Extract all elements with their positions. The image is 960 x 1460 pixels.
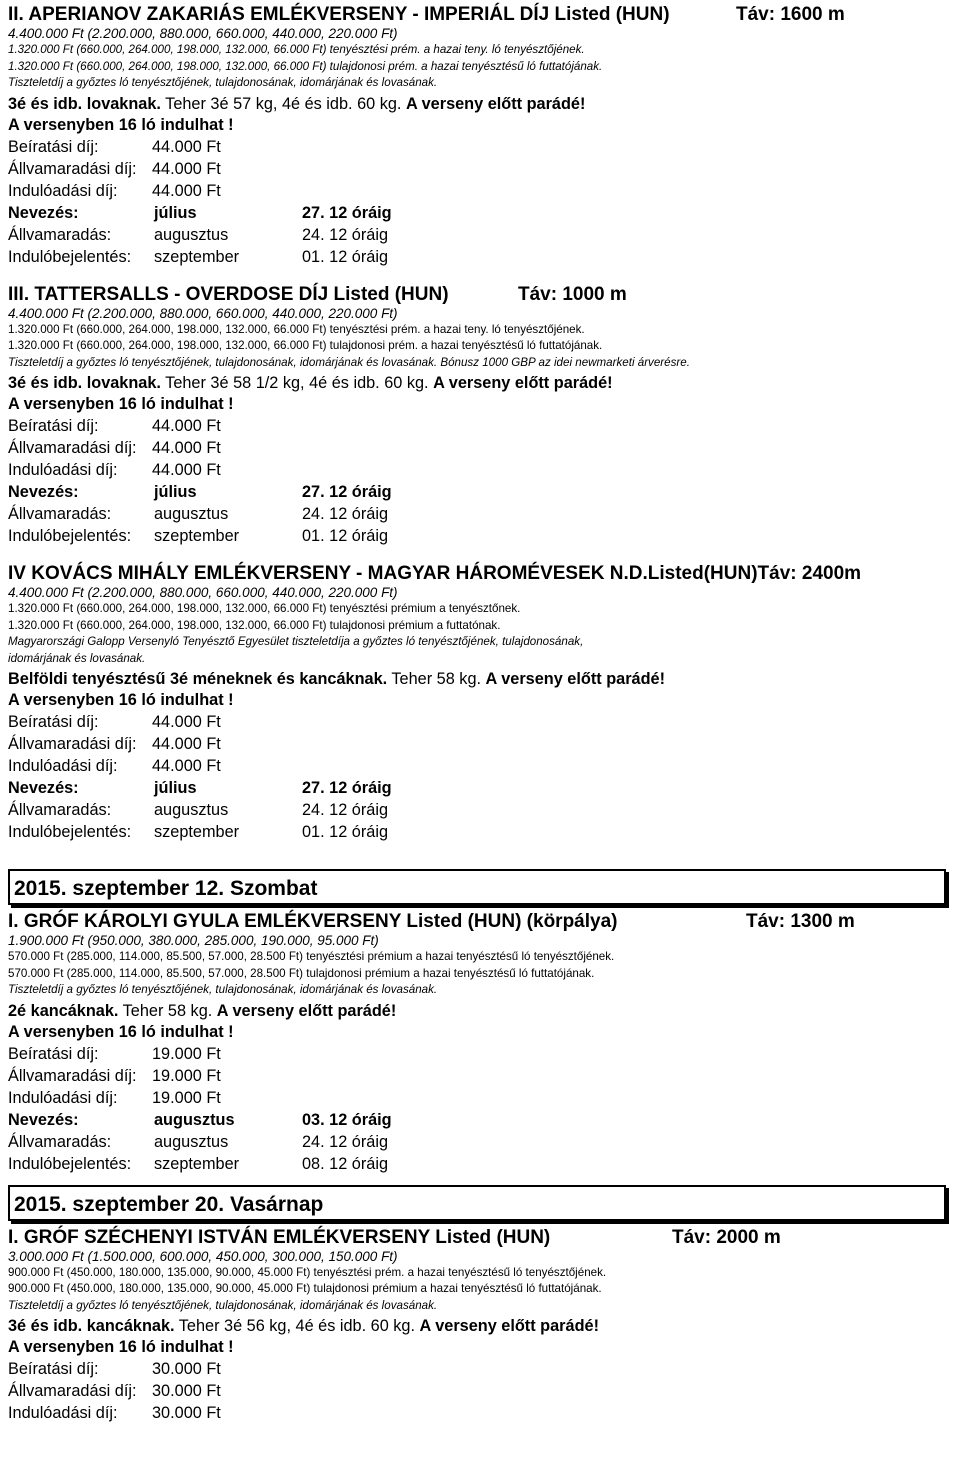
fee-label: Beíratási díj: <box>8 417 99 435</box>
conditions-eligibility: 2é kancáknak. <box>8 1001 119 1020</box>
deadline-month: augusztus <box>154 505 229 523</box>
fee-label: Állvamaradási díj: <box>8 1066 137 1085</box>
conditions-parade: A verseny előtt parádé! <box>405 94 586 113</box>
fee-row <box>8 136 953 158</box>
premium-line: Tiszteletdíj a győztes ló tenyésztőjének, tulajdonosának, idomárjának és lovasának. <box>8 983 438 996</box>
prize-breakdown: 3.000.000 Ft (1.500.000, 600.000, 450.000, 300.000, 150.000 Ft) <box>8 1248 398 1264</box>
premium-line: Tiszteletdíj a győztes ló tenyésztőjének, tulajdonosának, idomárjának és lovasának. <box>8 76 438 89</box>
deadline-month: július <box>154 203 197 222</box>
deadline-time: 27. 12 óráig <box>302 483 392 501</box>
fee-row <box>8 1043 953 1065</box>
race-title <box>8 563 953 585</box>
race-distance: Táv: 1300 m <box>746 911 855 932</box>
premium-line: 1.320.000 Ft (660.000, 264.000, 198.000, 132.000, 66.000 Ft) tenyésztési prém. a hazai teny. ló tenyésztőjének. <box>8 43 585 56</box>
race-conditions <box>8 1316 953 1337</box>
fee-label: Indulóadási díj: <box>8 1088 118 1107</box>
deadline-row <box>8 1109 953 1131</box>
race-title <box>8 1227 953 1249</box>
deadline-row <box>8 821 953 843</box>
premium-line: Tiszteletdíj a győztes ló tenyésztőjének, tulajdonosának, idomárjának és lovasának. <box>8 1298 438 1312</box>
premium-line: 570.000 Ft (285.000, 114.000, 85.500, 57.000, 28.500 Ft) tenyésztési prémium a hazai tenyésztésű ló tenyésztőjének. <box>8 950 615 963</box>
deadline-row <box>8 246 953 268</box>
race-name: I. GRÓF SZÉCHENYI ISTVÁN EMLÉKVERSENY Listed (HUN) <box>8 1226 551 1248</box>
fee-value: 44.000 Ft <box>152 735 221 753</box>
deadline-month: július <box>154 483 197 501</box>
fee-row <box>8 1380 953 1402</box>
race-name: I. GRÓF KÁROLYI GYULA EMLÉKVERSENY Listed (HUN) (körpálya) <box>8 911 618 932</box>
conditions-weight: Teher 58 kg. <box>387 670 486 688</box>
deadline-month: szeptember <box>154 1154 240 1173</box>
premium-line: 1.320.000 Ft (660.000, 264.000, 198.000, 132.000, 66.000 Ft) tulajdonosi prém. a hazai tenyésztésű ló futtatójának. <box>8 59 603 73</box>
fee-label: Beíratási díj: <box>8 1044 99 1063</box>
race-name: II. APERIANOV ZAKARIÁS EMLÉKVERSENY - IMPERIÁL DÍJ Listed (HUN) <box>8 4 670 25</box>
fee-row <box>8 755 953 777</box>
fee-label: Beíratási díj: <box>8 137 99 156</box>
fee-label: Állvamaradási díj: <box>8 159 137 178</box>
fee-value: 44.000 Ft <box>152 181 221 200</box>
deadline-label: Indulóbejelentés: <box>8 247 132 266</box>
race-conditions <box>8 669 953 690</box>
deadline-month: augusztus <box>154 1110 235 1129</box>
race-distance: Táv: 1000 m <box>518 283 627 305</box>
section-gap <box>8 268 953 284</box>
deadline-time: 01. 12 óráig <box>302 247 388 266</box>
fee-row <box>8 180 953 202</box>
conditions-eligibility: 3é és idb. lovaknak. <box>8 94 161 113</box>
deadline-label: Nevezés: <box>8 203 79 222</box>
deadline-time: 01. 12 óráig <box>302 823 388 841</box>
race-title <box>8 911 953 933</box>
fee-value: 44.000 Ft <box>152 757 221 775</box>
runner-limit: A versenyben 16 ló indulhat ! <box>8 691 234 709</box>
premium-line: 1.320.000 Ft (660.000, 264.000, 198.000, 132.000, 66.000 Ft) tenyésztési prémium a tenyésztőnek. <box>8 602 521 615</box>
premium-line: idomárjának és lovasának. <box>8 651 146 665</box>
deadline-time: 08. 12 óráig <box>302 1154 388 1173</box>
fee-value: 30.000 Ft <box>152 1382 221 1400</box>
fee-row <box>8 1358 953 1380</box>
prize-breakdown: 4.400.000 Ft (2.200.000, 880.000, 660.000, 440.000, 220.000 Ft) <box>8 585 398 600</box>
deadline-row <box>8 1153 953 1175</box>
deadline-time: 03. 12 óráig <box>302 1110 392 1129</box>
deadline-month: augusztus <box>154 1132 229 1151</box>
deadline-time: 24. 12 óráig <box>302 801 388 819</box>
deadline-row <box>8 481 953 503</box>
deadline-month: szeptember <box>154 247 240 266</box>
section-gap <box>8 843 953 859</box>
deadline-label: Nevezés: <box>8 1110 79 1129</box>
fee-row <box>8 733 953 755</box>
race-block <box>8 911 953 1175</box>
deadline-row <box>8 202 953 224</box>
fee-label: Állvamaradási díj: <box>8 1382 137 1400</box>
race-name: IV KOVÁCS MIHÁLY EMLÉKVERSENY - MAGYAR HÁROMÉVESEK N.D.Listed(HUN)Táv: 2400m <box>8 563 862 584</box>
fee-label: Beíratási díj: <box>8 713 99 731</box>
deadline-row <box>8 799 953 821</box>
deadline-row <box>8 777 953 799</box>
race-name: III. TATTERSALLS - OVERDOSE DÍJ Listed (HUN) <box>8 283 449 305</box>
fee-label: Beíratási díj: <box>8 1360 99 1378</box>
race-conditions <box>8 373 953 394</box>
race-date-heading: 2015. szeptember 20. Vasárnap <box>8 1185 946 1221</box>
deadline-time: 01. 12 óráig <box>302 527 388 545</box>
deadline-label: Nevezés: <box>8 779 79 797</box>
race-block <box>8 563 953 843</box>
deadline-time: 27. 12 óráig <box>302 203 392 222</box>
deadline-time: 24. 12 óráig <box>302 505 388 523</box>
runner-limit: A versenyben 16 ló indulhat ! <box>8 115 234 134</box>
fee-value: 30.000 Ft <box>152 1404 221 1422</box>
race-block <box>8 4 953 268</box>
deadline-row <box>8 525 953 547</box>
race-block <box>8 1227 953 1425</box>
fee-value: 44.000 Ft <box>152 461 221 479</box>
fee-row <box>8 1402 953 1424</box>
deadline-label: Indulóbejelentés: <box>8 1154 132 1173</box>
race-conditions <box>8 1001 953 1022</box>
deadline-month: augusztus <box>154 801 229 819</box>
fee-row <box>8 711 953 733</box>
fee-value: 44.000 Ft <box>152 137 221 156</box>
fee-label: Indulóadási díj: <box>8 181 118 200</box>
prize-breakdown: 1.900.000 Ft (950.000, 380.000, 285.000, 190.000, 95.000 Ft) <box>8 933 379 948</box>
deadline-time: 27. 12 óráig <box>302 779 392 797</box>
prize-breakdown: 4.400.000 Ft (2.200.000, 880.000, 660.000, 440.000, 220.000 Ft) <box>8 305 398 321</box>
deadline-label: Állvamaradás: <box>8 225 112 244</box>
conditions-weight: Teher 3é 57 kg, 4é és idb. 60 kg. <box>160 94 406 113</box>
fee-value: 19.000 Ft <box>152 1066 221 1085</box>
race-date-heading: 2015. szeptember 12. Szombat <box>8 869 946 905</box>
deadline-row <box>8 503 953 525</box>
runner-limit: A versenyben 16 ló indulhat ! <box>8 1338 234 1356</box>
deadline-label: Állvamaradás: <box>8 801 112 819</box>
fee-label: Állvamaradási díj: <box>8 735 137 753</box>
deadline-label: Nevezés: <box>8 483 79 501</box>
conditions-eligibility: 3é és idb. kancáknak. <box>8 1317 175 1335</box>
fee-label: Állvamaradási díj: <box>8 439 137 457</box>
deadline-month: augusztus <box>154 225 229 244</box>
conditions-parade: A verseny előtt parádé! <box>419 1317 599 1335</box>
conditions-eligibility: Belföldi tenyésztésű 3é méneknek és kancáknak. <box>8 670 388 688</box>
conditions-weight: Teher 3é 56 kg, 4é és idb. 60 kg. <box>174 1317 420 1335</box>
conditions-weight: Teher 3é 58 1/2 kg, 4é és idb. 60 kg. <box>160 374 434 392</box>
conditions-eligibility: 3é és idb. lovaknak. <box>8 374 161 392</box>
fee-row <box>8 1065 953 1087</box>
premium-line: Tiszteletdíj a győztes ló tenyésztőjének, tulajdonosának, idomárjának és lovasának. Bónusz 1000 GBP az idei newmarketi árverésre. <box>8 355 690 369</box>
deadline-time: 24. 12 óráig <box>302 225 388 244</box>
deadline-time: 24. 12 óráig <box>302 1132 388 1151</box>
fee-row <box>8 459 953 481</box>
race-distance: Táv: 1600 m <box>736 4 845 25</box>
deadline-label: Állvamaradás: <box>8 505 112 523</box>
fee-value: 19.000 Ft <box>152 1088 221 1107</box>
fee-row <box>8 158 953 180</box>
fee-value: 44.000 Ft <box>152 439 221 457</box>
fee-value: 44.000 Ft <box>152 713 221 731</box>
deadline-month: szeptember <box>154 527 240 545</box>
premium-line: 1.320.000 Ft (660.000, 264.000, 198.000, 132.000, 66.000 Ft) tenyésztési prém. a hazai teny. ló tenyésztőjének. <box>8 322 585 336</box>
deadline-month: július <box>154 779 197 797</box>
runner-limit: A versenyben 16 ló indulhat ! <box>8 1022 234 1041</box>
deadline-row <box>8 224 953 246</box>
fee-label: Indulóadási díj: <box>8 757 118 775</box>
runner-limit: A versenyben 16 ló indulhat ! <box>8 395 234 413</box>
fee-label: Indulóadási díj: <box>8 1404 118 1422</box>
fee-value: 19.000 Ft <box>152 1044 221 1063</box>
conditions-parade: A verseny előtt parádé! <box>216 1001 397 1020</box>
premium-line: 570.000 Ft (285.000, 114.000, 85.500, 57.000, 28.500 Ft) tulajdonosi prémium a hazai tenyésztésű ló futtatójának. <box>8 966 595 980</box>
fee-label: Indulóadási díj: <box>8 461 118 479</box>
fee-value: 44.000 Ft <box>152 159 221 178</box>
race-title <box>8 4 953 26</box>
document <box>8 4 953 1424</box>
deadline-row <box>8 1131 953 1153</box>
fee-row <box>8 1087 953 1109</box>
race-distance: Táv: 2000 m <box>672 1226 781 1248</box>
deadline-month: szeptember <box>154 823 240 841</box>
deadline-label: Indulóbejelentés: <box>8 527 132 545</box>
conditions-parade: A verseny előtt parádé! <box>433 374 613 392</box>
section-gap <box>8 547 953 563</box>
race-block <box>8 284 953 548</box>
fee-row <box>8 415 953 437</box>
prize-breakdown: 4.400.000 Ft (2.200.000, 880.000, 660.000, 440.000, 220.000 Ft) <box>8 26 398 41</box>
premium-line: Magyarországi Galopp Versenyló Tenyésztő Egyesület tiszteletdíja a győztes ló tenyésztőjének, tulajdonosának, <box>8 635 584 648</box>
deadline-label: Állvamaradás: <box>8 1132 112 1151</box>
conditions-weight: Teher 58 kg. <box>118 1001 217 1020</box>
premium-line: 900.000 Ft (450.000, 180.000, 135.000, 90.000, 45.000 Ft) tulajdonosi prémium a hazai tenyésztésű ló futtatójának. <box>8 1282 602 1295</box>
conditions-parade: A verseny előtt parádé! <box>485 670 666 688</box>
fee-value: 30.000 Ft <box>152 1360 221 1378</box>
fee-value: 44.000 Ft <box>152 417 221 435</box>
race-conditions <box>8 94 953 115</box>
race-title <box>8 284 953 306</box>
premium-line: 1.320.000 Ft (660.000, 264.000, 198.000, 132.000, 66.000 Ft) tulajdonosi prém. a hazai tenyésztésű ló futtatójának. <box>8 339 603 352</box>
fee-row <box>8 437 953 459</box>
deadline-label: Indulóbejelentés: <box>8 823 132 841</box>
premium-line: 1.320.000 Ft (660.000, 264.000, 198.000, 132.000, 66.000 Ft) tulajdonosi prémium a futtatónak. <box>8 618 501 632</box>
premium-line: 900.000 Ft (450.000, 180.000, 135.000, 90.000, 45.000 Ft) tenyésztési prém. a hazai tenyésztésű ló tenyésztőjének. <box>8 1265 607 1279</box>
